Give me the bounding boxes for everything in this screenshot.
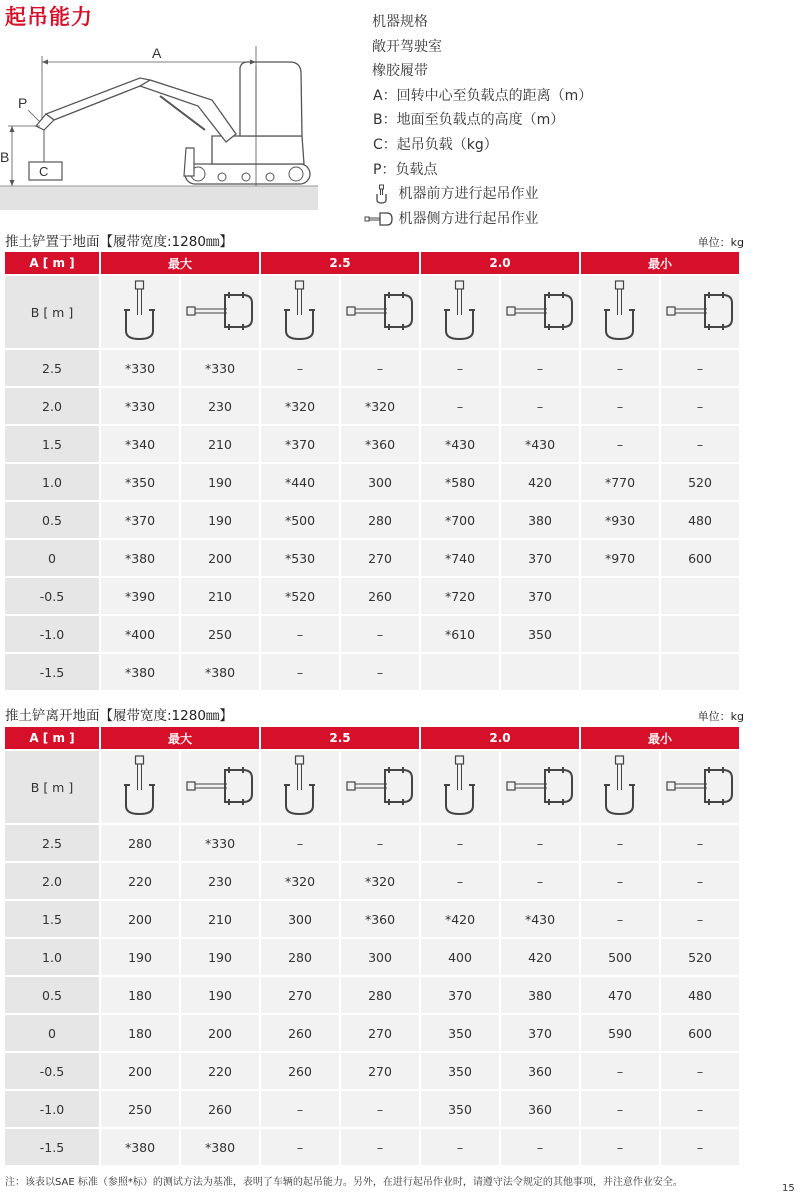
capacity-cell: *360 — [341, 901, 419, 937]
b-height-cell: 0 — [5, 540, 99, 576]
b-height-cell: 2.0 — [5, 388, 99, 424]
b-height-cell: 1.5 — [5, 426, 99, 462]
spec-line: 敞开驾驶室 — [372, 38, 442, 55]
side-lift-column-icon — [181, 276, 259, 348]
capacity-cell: – — [661, 1091, 739, 1127]
capacity-cell: 370 — [501, 540, 579, 576]
table-row — [5, 502, 739, 538]
capacity-cell: 230 — [181, 863, 259, 899]
capacity-cell: – — [581, 1129, 659, 1165]
capacity-cell: *330 — [101, 350, 179, 386]
table-row — [5, 540, 739, 576]
capacity-cell: 350 — [501, 616, 579, 652]
col-a-header: A [ m ] — [5, 727, 99, 749]
capacity-cell: *580 — [421, 464, 499, 500]
b-height-cell: -0.5 — [5, 578, 99, 614]
group-header: 2.5 — [261, 252, 419, 274]
capacity-cell: – — [341, 1129, 419, 1165]
capacity-cell: – — [261, 654, 339, 690]
capacity-cell: – — [661, 350, 739, 386]
capacity-cell: *320 — [341, 863, 419, 899]
label-b: B — [0, 149, 10, 165]
b-height-cell: 1.0 — [5, 939, 99, 975]
capacity-cell: 370 — [501, 1015, 579, 1051]
capacity-cell: – — [661, 426, 739, 462]
capacity-cell: 300 — [261, 901, 339, 937]
capacity-cell: – — [581, 863, 659, 899]
table-row — [5, 578, 739, 614]
capacity-cell: *360 — [341, 426, 419, 462]
side-lift-icon — [364, 209, 394, 229]
capacity-cell: *380 — [101, 654, 179, 690]
front-lift-label: 机器前方进行起吊作业 — [398, 186, 539, 203]
group-header: 最小 — [581, 727, 739, 749]
capacity-cell: *340 — [101, 426, 179, 462]
side-lift-column-icon — [661, 276, 739, 348]
b-height-cell: 2.5 — [5, 825, 99, 861]
group-header: 最小 — [581, 252, 739, 274]
capacity-cell: 380 — [501, 502, 579, 538]
capacity-cell: *720 — [421, 578, 499, 614]
capacity-cell: *970 — [581, 540, 659, 576]
table-row — [5, 388, 739, 424]
b-height-cell: -1.5 — [5, 1129, 99, 1165]
capacity-cell: *610 — [421, 616, 499, 652]
capacity-cell: 260 — [181, 1091, 259, 1127]
capacity-cell: – — [661, 825, 739, 861]
capacity-cell — [581, 654, 659, 690]
capacity-cell: *420 — [421, 901, 499, 937]
capacity-cell: *400 — [101, 616, 179, 652]
capacity-cell: *380 — [101, 1129, 179, 1165]
capacity-cell: – — [581, 901, 659, 937]
capacity-cell: – — [581, 825, 659, 861]
group-header: 2.0 — [421, 727, 579, 749]
capacity-cell: – — [661, 388, 739, 424]
capacity-cell: *370 — [261, 426, 339, 462]
capacity-cell: 370 — [501, 578, 579, 614]
table-row — [5, 616, 739, 652]
table-row — [5, 654, 739, 690]
def-line: C：起吊负载（kg） — [373, 136, 498, 153]
capacity-cell: 360 — [501, 1091, 579, 1127]
def-line: A：回转中心至负载点的距离（m） — [373, 87, 593, 104]
capacity-cell: – — [341, 654, 419, 690]
capacity-cell: *320 — [341, 388, 419, 424]
capacity-cell: *440 — [261, 464, 339, 500]
capacity-cell: *770 — [581, 464, 659, 500]
capacity-cell: 210 — [181, 426, 259, 462]
lift-capacity-table-blade-down — [3, 250, 741, 692]
footnote: 注：该表以SAE 标准（参照*标）的测试方法为基准，表明了车辆的起吊能力。另外，在进行起吊作业时，请遵守法令规定的其他事项，并注意作业安全。 — [5, 1177, 683, 1188]
capacity-cell: *380 — [181, 1129, 259, 1165]
side-lift-column-icon — [501, 751, 579, 823]
side-lift-column-icon — [341, 751, 419, 823]
label-c: C — [39, 164, 49, 179]
capacity-cell: – — [341, 616, 419, 652]
b-height-cell: 2.5 — [5, 350, 99, 386]
capacity-cell: – — [341, 1091, 419, 1127]
capacity-cell: 200 — [101, 1053, 179, 1089]
table-row — [5, 1129, 739, 1165]
side-lift-legend — [364, 207, 592, 232]
front-lift-column-icon — [101, 751, 179, 823]
front-lift-column-icon — [581, 751, 659, 823]
table-row — [5, 1091, 739, 1127]
capacity-cell: – — [261, 1129, 339, 1165]
table-header-row — [5, 252, 739, 274]
capacity-cell: 420 — [501, 939, 579, 975]
capacity-cell: 190 — [181, 977, 259, 1013]
capacity-cell: – — [661, 1129, 739, 1165]
front-lift-column-icon — [261, 276, 339, 348]
capacity-cell: 180 — [101, 1015, 179, 1051]
capacity-cell: *390 — [101, 578, 179, 614]
capacity-cell: – — [661, 901, 739, 937]
capacity-cell: 380 — [501, 977, 579, 1013]
capacity-cell: – — [261, 1091, 339, 1127]
label-a: A — [152, 45, 162, 61]
table-1-title: 推土铲置于地面【履带宽度:1280㎜】 — [5, 234, 233, 250]
capacity-cell: 590 — [581, 1015, 659, 1051]
b-height-cell: -0.5 — [5, 1053, 99, 1089]
label-p: P — [18, 95, 28, 111]
capacity-cell: 300 — [341, 939, 419, 975]
capacity-cell: 270 — [341, 1015, 419, 1051]
capacity-cell — [661, 616, 739, 652]
table-row — [5, 863, 739, 899]
capacity-cell: 220 — [181, 1053, 259, 1089]
group-header: 2.0 — [421, 252, 579, 274]
capacity-cell — [581, 616, 659, 652]
capacity-cell: 500 — [581, 939, 659, 975]
capacity-cell: 520 — [661, 464, 739, 500]
side-lift-column-icon — [661, 751, 739, 823]
b-height-cell: 1.5 — [5, 901, 99, 937]
capacity-cell — [661, 578, 739, 614]
capacity-cell: – — [501, 350, 579, 386]
side-lift-label: 机器侧方进行起吊作业 — [398, 210, 539, 227]
capacity-cell: *320 — [261, 388, 339, 424]
capacity-cell: *500 — [261, 502, 339, 538]
page-title: 起吊能力 — [5, 5, 93, 29]
front-lift-column-icon — [421, 276, 499, 348]
capacity-cell: – — [661, 1053, 739, 1089]
front-lift-column-icon — [581, 276, 659, 348]
table-header-row — [5, 727, 739, 749]
capacity-cell: 280 — [341, 502, 419, 538]
b-height-cell: -1.0 — [5, 1091, 99, 1127]
capacity-cell: 420 — [501, 464, 579, 500]
table-row — [5, 350, 739, 386]
table-row — [5, 939, 739, 975]
side-lift-column-icon — [501, 276, 579, 348]
capacity-cell: 220 — [101, 863, 179, 899]
capacity-cell: *530 — [261, 540, 339, 576]
capacity-cell: *320 — [261, 863, 339, 899]
table-2-title: 推土铲离开地面【履带宽度:1280㎜】 — [5, 708, 233, 724]
capacity-cell: 250 — [181, 616, 259, 652]
capacity-cell: 280 — [261, 939, 339, 975]
capacity-cell: *370 — [101, 502, 179, 538]
capacity-cell: 270 — [261, 977, 339, 1013]
capacity-cell: 600 — [661, 1015, 739, 1051]
capacity-cell: 600 — [661, 540, 739, 576]
b-height-cell: 0.5 — [5, 502, 99, 538]
capacity-cell: *700 — [421, 502, 499, 538]
capacity-cell: – — [581, 1053, 659, 1089]
capacity-cell: – — [341, 825, 419, 861]
capacity-cell — [581, 578, 659, 614]
capacity-cell: 180 — [101, 977, 179, 1013]
capacity-cell: 350 — [421, 1091, 499, 1127]
capacity-cell: *430 — [501, 426, 579, 462]
front-lift-column-icon — [421, 751, 499, 823]
side-lift-column-icon — [181, 751, 259, 823]
capacity-cell: 520 — [661, 939, 739, 975]
capacity-cell: *330 — [181, 825, 259, 861]
capacity-cell: 300 — [341, 464, 419, 500]
capacity-cell: – — [421, 388, 499, 424]
table-row — [5, 1015, 739, 1051]
spec-legend — [372, 10, 592, 231]
capacity-cell: – — [581, 1091, 659, 1127]
capacity-cell: 270 — [341, 1053, 419, 1089]
capacity-cell: – — [501, 825, 579, 861]
capacity-cell: – — [261, 825, 339, 861]
b-height-cell: 2.0 — [5, 863, 99, 899]
capacity-cell: 190 — [101, 939, 179, 975]
capacity-cell: 480 — [661, 977, 739, 1013]
capacity-cell: – — [341, 350, 419, 386]
front-lift-legend — [372, 182, 592, 207]
table-row — [5, 1053, 739, 1089]
capacity-cell: 200 — [181, 540, 259, 576]
table-row — [5, 977, 739, 1013]
col-b-header: B [ m ] — [5, 751, 99, 823]
icon-row — [5, 751, 739, 823]
capacity-cell: – — [421, 825, 499, 861]
capacity-cell: *740 — [421, 540, 499, 576]
capacity-cell: 280 — [101, 825, 179, 861]
side-lift-column-icon — [341, 276, 419, 348]
capacity-cell: *380 — [101, 540, 179, 576]
capacity-cell: 190 — [181, 502, 259, 538]
capacity-cell: *930 — [581, 502, 659, 538]
capacity-cell: – — [261, 350, 339, 386]
spec-line: 机器规格 — [372, 14, 428, 30]
capacity-cell: *520 — [261, 578, 339, 614]
capacity-cell: *350 — [101, 464, 179, 500]
table-row — [5, 901, 739, 937]
table-row — [5, 464, 739, 500]
table-row — [5, 825, 739, 861]
group-header: 最大 — [101, 727, 259, 749]
capacity-cell: 350 — [421, 1015, 499, 1051]
excavator-diagram — [0, 38, 320, 213]
front-lift-column-icon — [261, 751, 339, 823]
capacity-cell: – — [501, 388, 579, 424]
capacity-cell: *380 — [181, 654, 259, 690]
capacity-cell: 190 — [181, 939, 259, 975]
page-number: 15 — [782, 1183, 795, 1194]
capacity-cell: 200 — [101, 901, 179, 937]
capacity-cell: *330 — [181, 350, 259, 386]
capacity-cell: 260 — [261, 1015, 339, 1051]
capacity-cell: – — [421, 863, 499, 899]
b-height-cell: 1.0 — [5, 464, 99, 500]
b-height-cell: 0.5 — [5, 977, 99, 1013]
front-lift-icon — [372, 184, 394, 204]
capacity-cell: 200 — [181, 1015, 259, 1051]
capacity-cell: 260 — [341, 578, 419, 614]
capacity-cell: – — [421, 1129, 499, 1165]
capacity-cell: 350 — [421, 1053, 499, 1089]
table-2-unit: 单位：kg — [697, 710, 744, 723]
table-row — [5, 426, 739, 462]
capacity-cell: – — [501, 863, 579, 899]
lift-capacity-table-blade-up — [3, 725, 741, 1167]
capacity-cell: 400 — [421, 939, 499, 975]
spec-line: 橡胶履带 — [372, 63, 428, 80]
col-a-header: A [ m ] — [5, 252, 99, 274]
capacity-cell: 360 — [501, 1053, 579, 1089]
group-header: 2.5 — [261, 727, 419, 749]
capacity-cell: 480 — [661, 502, 739, 538]
capacity-cell — [421, 654, 499, 690]
capacity-cell: 280 — [341, 977, 419, 1013]
capacity-cell: 270 — [341, 540, 419, 576]
capacity-cell: 190 — [181, 464, 259, 500]
capacity-cell: – — [661, 863, 739, 899]
group-header: 最大 — [101, 252, 259, 274]
capacity-cell: 230 — [181, 388, 259, 424]
table-1-unit: 单位：kg — [697, 236, 744, 249]
capacity-cell: – — [581, 350, 659, 386]
capacity-cell: *330 — [101, 388, 179, 424]
b-height-cell: -1.5 — [5, 654, 99, 690]
def-line: P：负载点 — [373, 161, 438, 178]
b-height-cell: -1.0 — [5, 616, 99, 652]
capacity-cell: – — [261, 616, 339, 652]
capacity-cell: – — [421, 350, 499, 386]
capacity-cell: – — [581, 426, 659, 462]
capacity-cell: *430 — [421, 426, 499, 462]
capacity-cell: – — [581, 388, 659, 424]
capacity-cell: 260 — [261, 1053, 339, 1089]
capacity-cell — [661, 654, 739, 690]
capacity-cell: – — [501, 1129, 579, 1165]
capacity-cell — [501, 654, 579, 690]
col-b-header: B [ m ] — [5, 276, 99, 348]
capacity-cell: 250 — [101, 1091, 179, 1127]
capacity-cell: 210 — [181, 578, 259, 614]
icon-row — [5, 276, 739, 348]
capacity-cell: 470 — [581, 977, 659, 1013]
capacity-cell: 370 — [421, 977, 499, 1013]
capacity-cell: 210 — [181, 901, 259, 937]
front-lift-column-icon — [101, 276, 179, 348]
capacity-cell: *430 — [501, 901, 579, 937]
b-height-cell: 0 — [5, 1015, 99, 1051]
def-line: B：地面至负载点的高度（m） — [373, 112, 565, 129]
